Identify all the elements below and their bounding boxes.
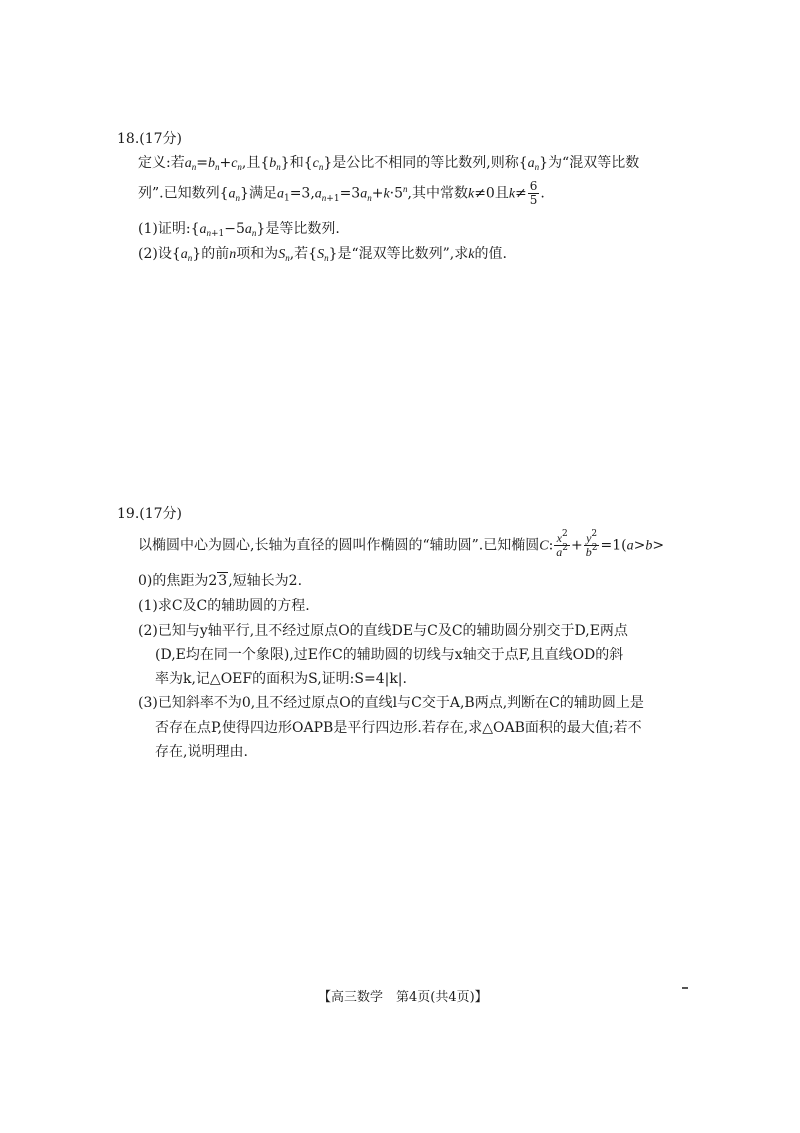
question-18-number: 18.(17分) (117, 131, 183, 147)
fraction-y2-b2: $\frac{y^2}{b^2}$ (585, 529, 598, 559)
question-19-part2-line2: (D,E均在同一个象限),过E作C的辅助圆的切线与x轴交于点F,且直线OD的斜 (155, 647, 624, 663)
question-19-part3-line2: 否存在点P,使得四边形OAPB是平行四边形.若存在,求△OAB面积的最大值;若不 (155, 720, 642, 736)
question-19-part3-line3: 存在,说明理由. (155, 744, 248, 760)
fraction-x2-a2: $\frac{x^2}{a^2}$ (556, 529, 569, 559)
page-footer: 【高三数学 第4页(共4页)】 (318, 990, 488, 1005)
question-19-intro-line1: 以椭圆中心为圆心,长轴为直径的圆叫作椭圆的“辅助圆”.已知椭圆C: $\frac{x^2}{a^2}$ + $\frac{y^2}{b^2}$ =1(a>b> (138, 529, 665, 559)
question-19-part3-line1: (3)已知斜率不为0,且不经过原点O的直线l与C交于A,B两点,判断在C的辅助圆上是 (138, 695, 644, 711)
page-mark (682, 987, 688, 989)
fraction-six-fifths: $\frac{6}{5}$ (529, 179, 538, 207)
question-18-definition-line2: 列”.已知数列$\{a_n\}$满足$a_1=3,a_{n+1}=3a_n+k\cdot 5^n$,其中常数k≠0且k≠ $\frac{6}{5}$ . (138, 179, 545, 207)
question-19-part2-line3: 率为k,记△OEF的面积为S,证明:S=4|k|. (155, 671, 407, 687)
question-19-intro-line2: 0)的焦距为23,短轴长为2. (138, 573, 303, 589)
question-18-definition-line1: 定义:若$a_n=b_n+c_n$,且$\{b_n\}$和$\{c_n\}$是公比不相同的等比数列,则称$\{a_n\}$为“混双等比数 (138, 155, 640, 172)
question-19-part1: (1)求C及C的辅助圆的方程. (138, 598, 310, 614)
question-19-part2-line1: (2)已知与y轴平行,且不经过原点O的直线DE与C及C的辅助圆分别交于D,E两点 (138, 623, 628, 639)
question-18-part1: (1)证明$:\{a_{n+1}-5a_n\}$是等比数列. (138, 221, 340, 239)
question-19-number: 19.(17分) (117, 506, 183, 522)
question-18-part2: (2)设$\{a_n\}$的前n项和为$S_n$,若$\{S_n\}$是“混双等比数列”,求k的值. (138, 246, 507, 263)
